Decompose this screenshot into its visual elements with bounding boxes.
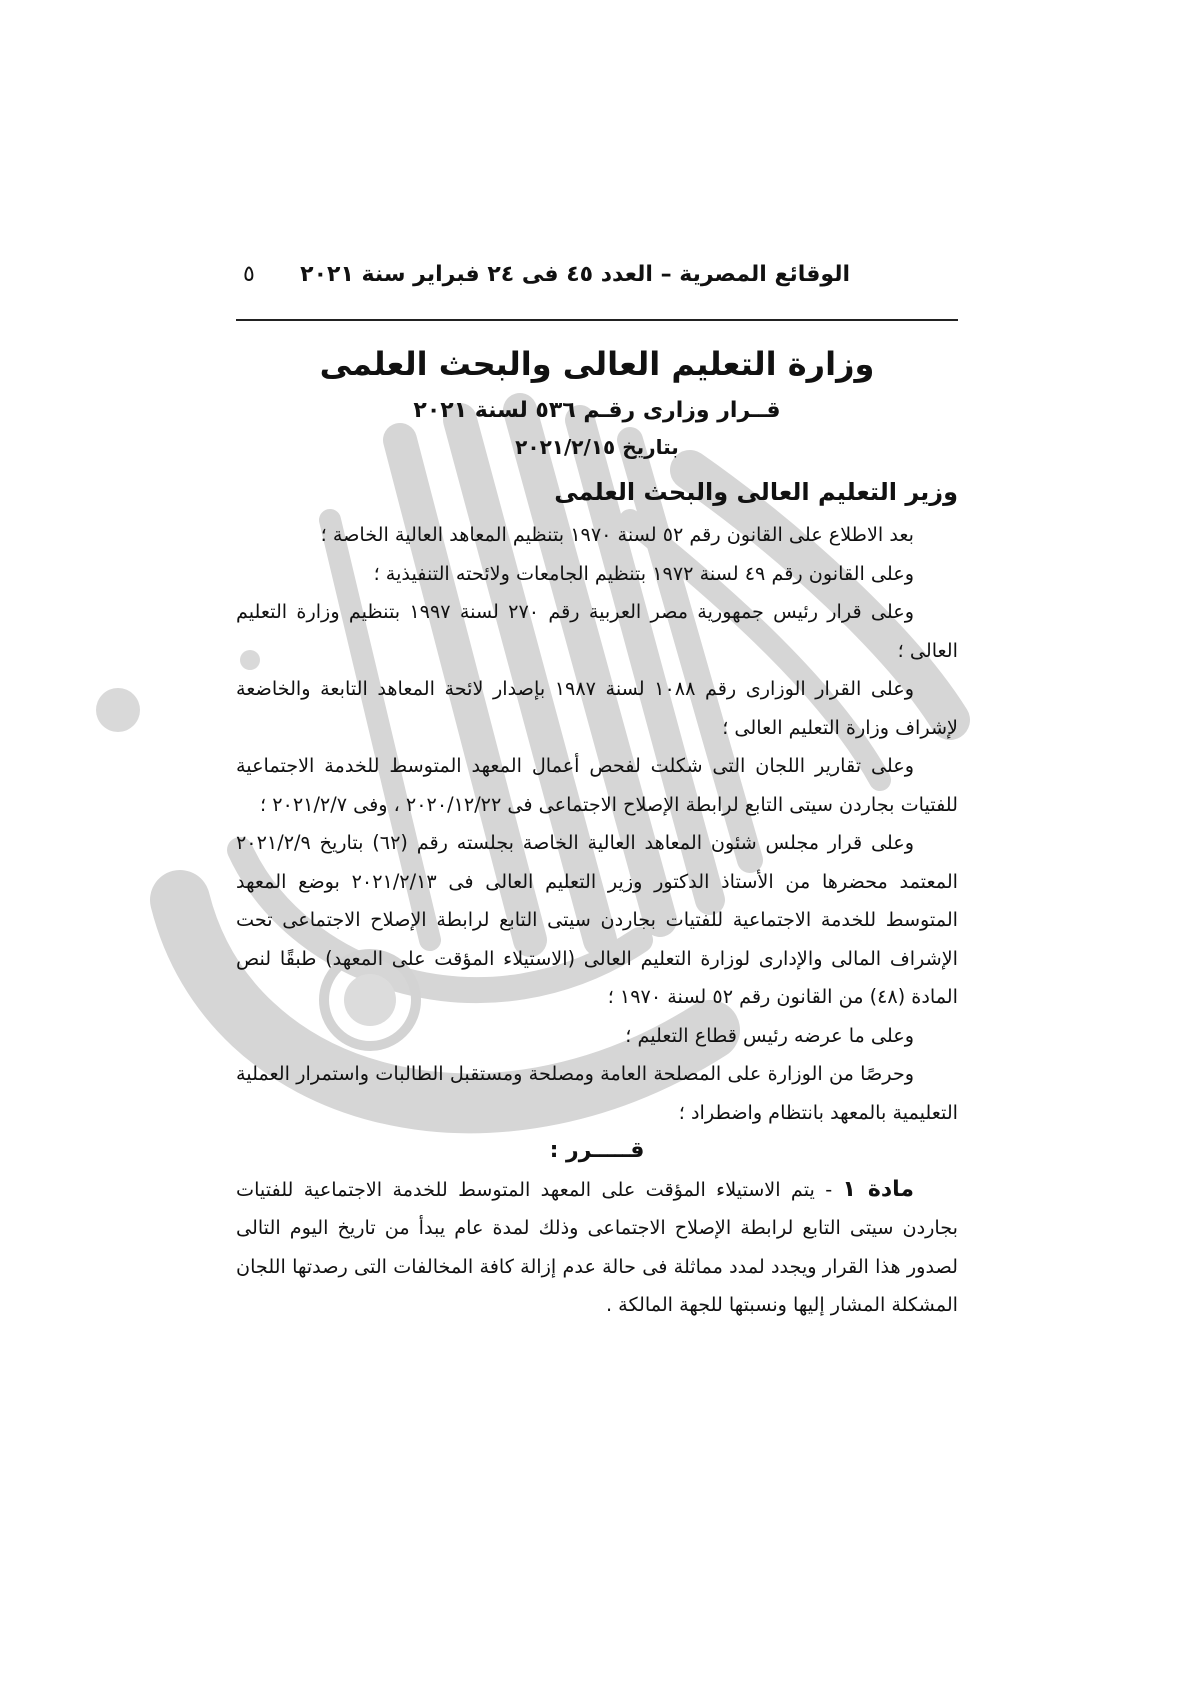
decree-body bbox=[236, 516, 958, 1325]
page-number: ٥ bbox=[243, 262, 255, 287]
article-1-text: - يتم الاستيلاء المؤقت على المعهد المتوسط للخدمة الاجتماعية للفتيات بجاردن سيتى التابع لرابطة الإصلاح الاجتماعى وذلك لمدة عام يبدأ من تاريخ اليوم التالى لصدور هذا القرار ويجدد لمدد مماثلة فى حالة عدم إزالة كافة المخالفات التى رصدتها اللجان المشكلة المشار إليها ونسبتها للجهة المالكة . bbox=[236, 1177, 958, 1316]
decree-date: بتاريخ ٢٠٢١/٢/١٥ bbox=[515, 435, 679, 459]
decree-title: قــرار وزارى رقـم ٥٣٦ لسنة ٢٠٢١ bbox=[413, 398, 781, 423]
preamble-paragraph: وعلى قرار رئيس جمهورية مصر العربية رقم ٢٧٠ لسنة ١٩٩٧ بتنظيم وزارة التعليم العالى ؛ bbox=[236, 600, 958, 662]
preamble-paragraph: وحرصًا من الوزارة على المصلحة العامة ومصلحة ومستقبل الطالبات واستمرار العملية التعليمية بالمعهد بانتظام واضطراد ؛ bbox=[236, 1062, 958, 1124]
decided-heading: قـــــرر : bbox=[549, 1138, 645, 1163]
preamble-paragraph: وعلى ما عرضه رئيس قطاع التعليم ؛ bbox=[625, 1023, 914, 1047]
header-divider bbox=[236, 319, 958, 321]
preamble-paragraph: بعد الاطلاع على القانون رقم ٥٢ لسنة ١٩٧٠ بتنظيم المعاهد العالية الخاصة ؛ bbox=[320, 523, 914, 546]
preamble-paragraph: وعلى تقارير اللجان التى شكلت لفحص أعمال المعهد المتوسط للخدمة الاجتماعية للفتيات بجاردن سيتى التابع لرابطة الإصلاح الاجتماعى فى ٢٠٢٠/١٢/٢٢ ، وفى ٢٠٢١/٢/٧ ؛ bbox=[236, 754, 958, 816]
preamble-paragraph: وعلى القرار الوزارى رقم ١٠٨٨ لسنة ١٩٨٧ بإصدار لائحة المعاهد التابعة والخاضعة لإشراف وزارة التعليم العالى ؛ bbox=[236, 677, 958, 739]
preamble-paragraph: وعلى القانون رقم ٤٩ لسنة ١٩٧٢ بتنظيم الجامعات ولائحته التنفيذية ؛ bbox=[373, 561, 914, 585]
article-1 bbox=[236, 1171, 958, 1325]
minister-heading: وزير التعليم العالى والبحث العلمى bbox=[554, 478, 958, 506]
preamble-paragraph: وعلى قرار مجلس شئون المعاهد العالية الخاصة بجلسته رقم (٦٢) بتاريخ ٢٠٢١/٢/٩ المعتمد محضرها من الأستاذ الدكتور وزير التعليم العالى فى ٢٠٢١/٢/١٣ بوضع المعهد المتوسط للخدمة الاجتماعية للفتيات بجاردن سيتى التابع لرابطة الإصلاح الاجتماعى تحت الإشراف المالى والإدارى لوزارة التعليم العالى (الاستيلاء المؤقت على المعهد) طبقًا لنص المادة (٤٨) من القانون رقم ٥٢ لسنة ١٩٧٠ ؛ bbox=[236, 831, 958, 1008]
running-header: الوقائع المصرية – العدد ٤٥ فى ٢٤ فبراير سنة ٢٠٢١ bbox=[300, 262, 850, 287]
article-1-label: مادة ١ bbox=[842, 1176, 914, 1202]
ministry-title: وزارة التعليم العالى والبحث العلمى bbox=[319, 345, 875, 383]
